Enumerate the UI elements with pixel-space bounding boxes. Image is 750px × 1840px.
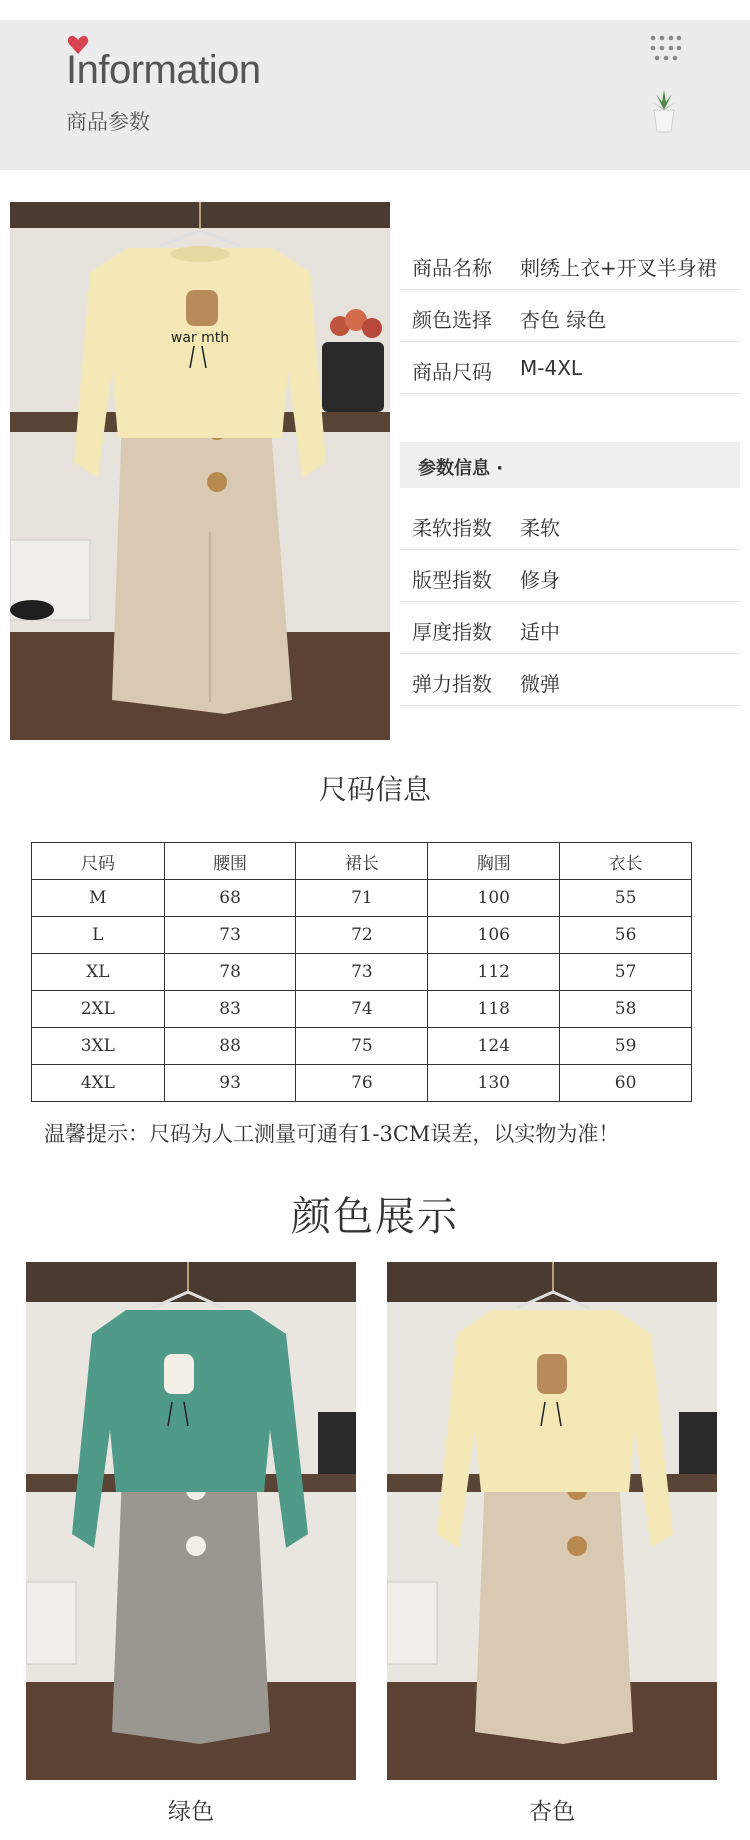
table-cell: L xyxy=(32,917,165,954)
table-row xyxy=(32,991,692,1028)
param-key: 颜色选择 xyxy=(412,308,492,332)
product-photo xyxy=(10,202,390,740)
table-cell: 59 xyxy=(560,1028,692,1065)
index-key: 弹力指数 xyxy=(412,672,492,696)
table-cell: 83 xyxy=(164,991,296,1028)
table-cell: 68 xyxy=(164,880,296,917)
table-cell: 60 xyxy=(560,1065,692,1102)
param-row-name xyxy=(400,238,740,290)
table-cell: 73 xyxy=(296,954,428,991)
skirt-shape xyxy=(475,1474,633,1744)
size-table xyxy=(31,842,692,1102)
page-title: Information xyxy=(66,48,261,92)
table-cell: 55 xyxy=(560,880,692,917)
skirt-shape xyxy=(112,1474,270,1744)
param-row-color xyxy=(400,290,740,342)
table-cell: 74 xyxy=(296,991,428,1028)
index-row-thickness xyxy=(400,602,740,654)
table-cell: 58 xyxy=(560,991,692,1028)
table-row xyxy=(32,917,692,954)
color-section-title: 颜色展示 xyxy=(291,1194,459,1240)
table-cell: 4XL xyxy=(32,1065,165,1102)
table-cell: 88 xyxy=(164,1028,296,1065)
table-cell: 78 xyxy=(164,954,296,991)
table-cell: 124 xyxy=(428,1028,560,1065)
table-row xyxy=(32,1065,692,1102)
index-value: 柔软 xyxy=(520,516,560,540)
table-cell: 75 xyxy=(296,1028,428,1065)
table-row xyxy=(32,880,692,917)
table-cell: 93 xyxy=(164,1065,296,1102)
table-row xyxy=(32,954,692,991)
table-cell: 130 xyxy=(428,1065,560,1102)
table-cell: 2XL xyxy=(32,991,165,1028)
index-value: 微弹 xyxy=(520,672,560,696)
index-key: 厚度指数 xyxy=(412,620,492,644)
table-cell: 56 xyxy=(560,917,692,954)
index-key: 版型指数 xyxy=(412,568,492,592)
param-value: 刺绣上衣+开叉半身裙 xyxy=(520,256,717,280)
table-cell: 118 xyxy=(428,991,560,1028)
table-cell: 57 xyxy=(560,954,692,991)
table-header-cell: 衣长 xyxy=(560,843,692,880)
index-key: 柔软指数 xyxy=(412,516,492,540)
param-value: 杏色 绿色 xyxy=(520,308,607,332)
table-cell: 100 xyxy=(428,880,560,917)
index-row-softness xyxy=(400,498,740,550)
index-value: 修身 xyxy=(520,568,560,592)
table-cell: 71 xyxy=(296,880,428,917)
param-section-label: 参数信息 · xyxy=(418,458,504,479)
table-header-cell: 胸围 xyxy=(428,843,560,880)
table-cell: 3XL xyxy=(32,1028,165,1065)
param-value: M-4XL xyxy=(520,356,583,380)
size-section-title: 尺码信息 xyxy=(318,773,431,806)
index-value: 适中 xyxy=(520,620,560,644)
param-key: 商品尺码 xyxy=(412,360,492,384)
color-photo-green xyxy=(26,1262,356,1780)
table-cell: 76 xyxy=(296,1065,428,1102)
table-cell: M xyxy=(32,880,165,917)
param-section-header xyxy=(400,442,740,488)
table-header-cell: 裙长 xyxy=(296,843,428,880)
color-photo-apricot xyxy=(387,1262,717,1780)
table-row xyxy=(32,1028,692,1065)
index-row-elasticity xyxy=(400,654,740,706)
dots-grid-icon xyxy=(648,34,682,64)
table-cell: 72 xyxy=(296,917,428,954)
table-header-row xyxy=(32,843,692,880)
index-row-fit xyxy=(400,550,740,602)
info-header xyxy=(0,20,750,170)
size-tip: 温馨提示：尺码为人工测量可通有1-3CM误差，以实物为准！ xyxy=(44,1122,620,1146)
table-cell: XL xyxy=(32,954,165,991)
color-label-apricot: 杏色 xyxy=(529,1799,575,1825)
color-label-green: 绿色 xyxy=(168,1799,214,1825)
svg-text:war mth: war mth xyxy=(170,330,230,346)
skirt-shape xyxy=(112,416,292,714)
param-key: 商品名称 xyxy=(412,256,492,280)
table-cell: 73 xyxy=(164,917,296,954)
table-header-cell: 腰围 xyxy=(164,843,296,880)
table-cell: 106 xyxy=(428,917,560,954)
potted-plant-icon xyxy=(646,88,682,134)
page-subtitle: 商品参数 xyxy=(66,110,150,134)
param-row-size xyxy=(400,342,740,394)
table-cell: 112 xyxy=(428,954,560,991)
table-header-cell: 尺码 xyxy=(32,843,165,880)
